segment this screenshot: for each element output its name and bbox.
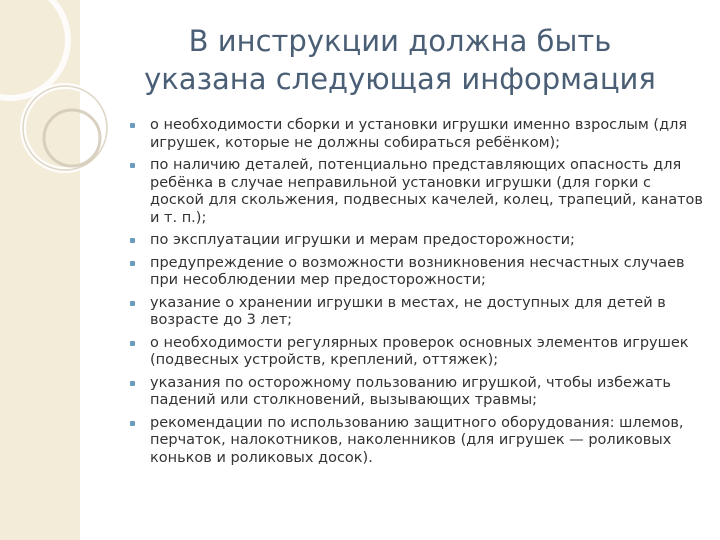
list-item-text: указание о хранении игрушки в местах, не доступных для детей в возрасте до 3 лет;	[150, 294, 666, 328]
bullet-icon	[130, 123, 135, 128]
bullet-icon	[130, 163, 135, 168]
bullet-icon	[130, 421, 135, 426]
title-line-1: В инструкции должна быть	[188, 24, 612, 58]
list-item	[128, 375, 708, 410]
bullet-icon	[130, 301, 135, 306]
list-item-text: о необходимости сборки и установки игрушки именно взрослым (для игрушек, которые не должны собираться ребёнком);	[150, 117, 688, 151]
list-item	[128, 295, 708, 330]
bullet-list	[128, 117, 708, 472]
list-item-text: по наличию деталей, потенциально представляющих опасность для ребёнка в случае неправильной установки игрушки (для горки с доской для скольжения, подвесных качелей, колец, трапеций, канатов и т. п.);	[150, 157, 703, 226]
title-line-2: указана следующая информация	[144, 62, 656, 96]
slide-title	[100, 22, 700, 98]
list-item	[128, 232, 708, 250]
list-item	[128, 415, 708, 468]
list-item-text: предупреждение о возможности возникновения несчастных случаев при несоблюдении мер предосторожности;	[150, 254, 685, 288]
bullet-icon	[130, 381, 135, 386]
list-item	[128, 255, 708, 290]
bullet-icon	[130, 238, 135, 243]
list-item-text: рекомендации по использованию защитного оборудования: шлемов, перчаток, налокотников, наколенников (для игрушек — роликовых коньков и роликовых досок).	[150, 414, 684, 466]
bullet-icon	[130, 341, 135, 346]
list-item-text: о необходимости регулярных проверок основных элементов игрушек (подвесных устройств, креплений, оттяжек);	[150, 334, 689, 368]
list-item	[128, 335, 708, 370]
bullet-icon	[130, 261, 135, 266]
list-item	[128, 117, 708, 152]
list-item	[128, 157, 708, 227]
list-item-text: по эксплуатации игрушки и мерам предосторожности;	[150, 232, 575, 248]
list-item-text: указания по осторожному пользованию игрушкой, чтобы избежать падений или столкновений, вызывающих травмы;	[150, 374, 671, 408]
